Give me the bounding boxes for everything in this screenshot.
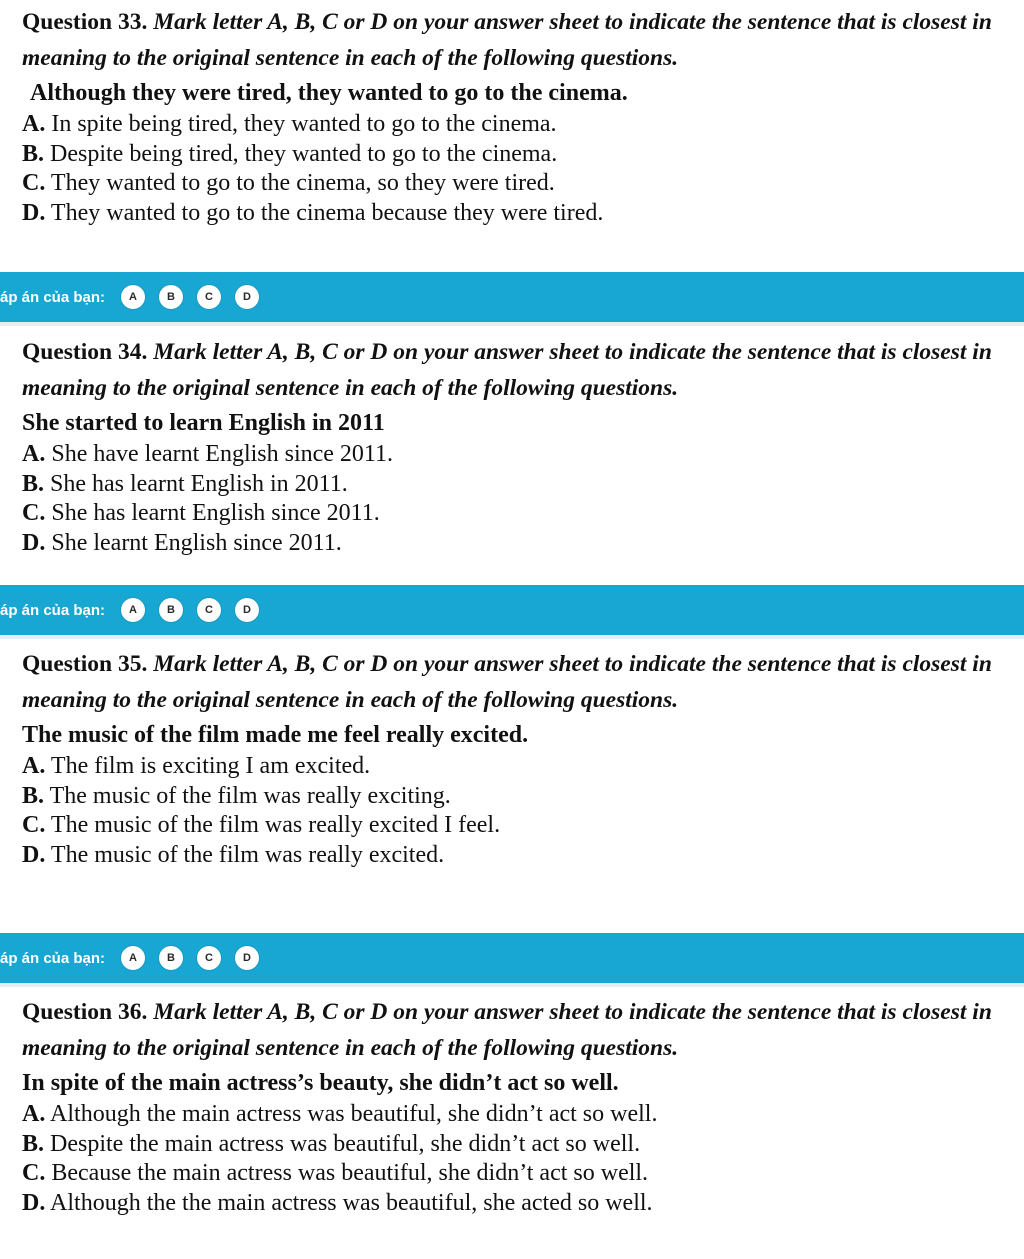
option-b: B. Despite being tired, they wanted to go to the cinema.	[22, 140, 558, 167]
question-instruction: Mark letter A, B, C or D on your answer sheet to indicate the sentence that is closest in meaning to the original sentence in each of the following questions.	[22, 9, 992, 71]
option-b: B. The music of the film was really exciting.	[22, 782, 451, 809]
option-c: C. The music of the film was really excited I feel.	[22, 812, 501, 838]
option-a: A. Although the main actress was beautiful, she didn’t act so well.	[22, 1101, 658, 1127]
choice-a-button[interactable]: A	[121, 946, 145, 970]
original-sentence: The music of the film made me feel really excited.	[22, 722, 529, 748]
original-sentence: Although they were tired, they wanted to go to the cinema.	[30, 80, 628, 106]
option-d: D. She learnt English since 2011.	[22, 529, 342, 556]
question-number: Question 36.	[22, 999, 148, 1025]
answer-bar-33	[0, 272, 1024, 326]
choice-a-button[interactable]: A	[121, 285, 145, 309]
question-34	[22, 334, 1012, 558]
question-instruction: Mark letter A, B, C or D on your answer sheet to indicate the sentence that is closest in meaning to the original sentence in each of the following questions.	[22, 999, 992, 1061]
choice-d-button[interactable]: D	[235, 946, 259, 970]
original-sentence: In spite of the main actress’s beauty, she didn’t act so well.	[22, 1070, 619, 1096]
choice-a-button[interactable]: A	[121, 598, 145, 622]
option-b: B. She has learnt English in 2011.	[22, 470, 348, 497]
choice-c-button[interactable]: C	[197, 598, 221, 622]
answer-label: áp án của bạn:	[0, 288, 106, 306]
question-number: Question 35.	[22, 651, 148, 677]
option-d: D. The music of the film was really excited.	[22, 841, 445, 868]
question-number: Question 33.	[22, 9, 148, 35]
option-a: A. She have learnt English since 2011.	[22, 441, 394, 467]
question-number: Question 34.	[22, 339, 148, 365]
choice-c-button[interactable]: C	[197, 946, 221, 970]
answer-label: áp án của bạn:	[0, 601, 106, 619]
question-33	[22, 4, 1012, 228]
question-header	[22, 334, 1012, 406]
choice-b-button[interactable]: B	[159, 285, 183, 309]
choice-d-button[interactable]: D	[235, 598, 259, 622]
question-header	[22, 646, 1012, 718]
question-instruction: Mark letter A, B, C or D on your answer sheet to indicate the sentence that is closest in meaning to the original sentence in each of the following questions.	[22, 339, 992, 401]
choice-d-button[interactable]: D	[235, 285, 259, 309]
answer-bar-35	[0, 933, 1024, 987]
option-a: A. The film is exciting I am excited.	[22, 753, 371, 779]
option-d: D. They wanted to go to the cinema because they were tired.	[22, 199, 604, 226]
choice-b-button[interactable]: B	[159, 598, 183, 622]
answer-bar-34	[0, 585, 1024, 639]
question-instruction: Mark letter A, B, C or D on your answer sheet to indicate the sentence that is closest in meaning to the original sentence in each of the following questions.	[22, 651, 992, 713]
option-c: C. She has learnt English since 2011.	[22, 500, 380, 526]
question-header	[22, 994, 1012, 1066]
choice-b-button[interactable]: B	[159, 946, 183, 970]
option-c: C. They wanted to go to the cinema, so they were tired.	[22, 170, 555, 196]
original-sentence: She started to learn English in 2011	[22, 410, 385, 436]
option-a: A. In spite being tired, they wanted to go to the cinema.	[22, 111, 557, 137]
question-36	[22, 994, 1012, 1218]
question-35	[22, 646, 1012, 870]
question-header	[22, 4, 1012, 76]
choice-c-button[interactable]: C	[197, 285, 221, 309]
answer-label: áp án của bạn:	[0, 949, 106, 967]
option-d: D. Although the the main actress was beautiful, she acted so well.	[22, 1189, 653, 1216]
option-c: C. Because the main actress was beautiful, she didn’t act so well.	[22, 1160, 649, 1186]
option-b: B. Despite the main actress was beautiful, she didn’t act so well.	[22, 1130, 641, 1157]
